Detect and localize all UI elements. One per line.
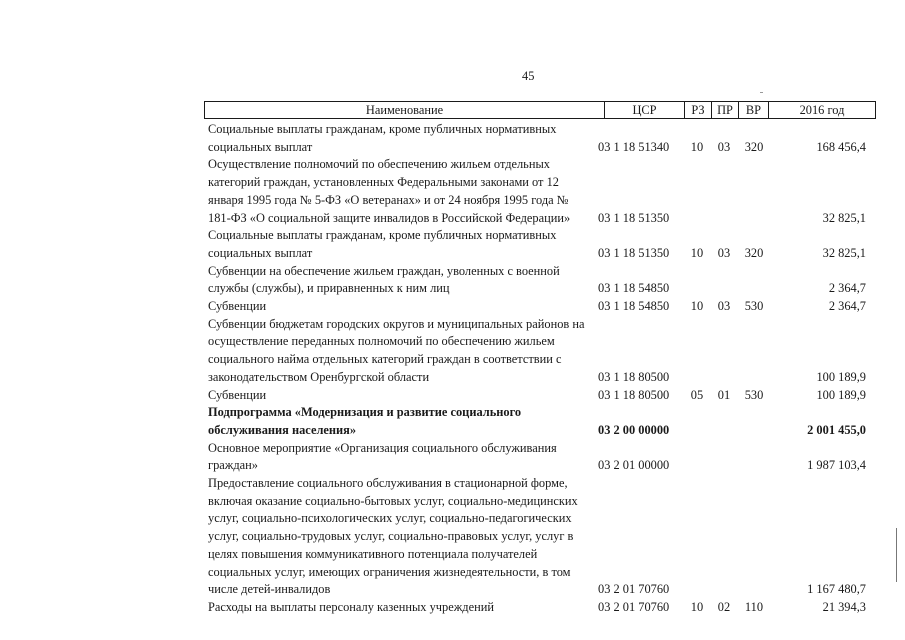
table-row [204, 316, 876, 387]
row-csr: 03 1 18 51340 [598, 139, 670, 154]
row-name: Предоставление социального обслуживания в стационарной форме, включая оказание социально-бытовых услуг, социально-медицинских услуг, социально-психологических услуг, социально-педагогических услуг, социально-трудовых услуг, социально-правовых услуг, услуг в целях повышения коммуникативного потенциала получателей социальных услуг, имеющих ограничения жизнедеятельности, в том числе детей-инвалидов [208, 476, 578, 597]
header-pr: ПР [712, 102, 739, 119]
header-name: Наименование [205, 102, 605, 119]
row-csr: 03 1 18 80500 [598, 369, 670, 384]
row-name: Субвенции [208, 387, 267, 402]
row-amount: 2 364,7 [828, 299, 866, 314]
row-pr: 03 [717, 245, 731, 260]
row-csr: 03 2 01 70760 [598, 582, 670, 597]
row-amount: 100 189,9 [816, 387, 866, 402]
row-pr: 03 [717, 299, 731, 314]
scan-mark [760, 92, 763, 93]
table-row [204, 387, 876, 405]
table-row [204, 599, 876, 617]
header-rz: РЗ [685, 102, 712, 119]
row-csr: 03 1 18 54850 [598, 299, 670, 314]
row-vr: 320 [744, 245, 764, 260]
row-rz: 05 [690, 387, 704, 402]
table-row [204, 263, 876, 298]
row-amount: 1 167 480,7 [807, 582, 866, 597]
row-pr: 02 [717, 599, 731, 614]
header-csr: ЦСР [605, 102, 685, 119]
row-csr: 03 1 18 54850 [598, 281, 670, 296]
row-name: Расходы на выплаты персоналу казенных учреждений [208, 599, 494, 614]
row-vr: 320 [744, 139, 764, 154]
row-name: Субвенции бюджетам городских округов и муниципальных районов на осуществление переданных полномочий по обеспечению жильем социального найма отдельных категорий граждан в соответствии с законодательством Оренбургской области [208, 316, 585, 384]
row-name: Социальные выплаты гражданам, кроме публичных нормативных социальных выплат [208, 122, 557, 154]
row-csr: 03 2 01 00000 [598, 458, 670, 473]
row-pr: 01 [717, 387, 731, 402]
header-vr: ВР [739, 102, 769, 119]
row-csr: 03 2 00 00000 [598, 422, 670, 437]
row-amount: 100 189,9 [816, 369, 866, 384]
table-row [204, 298, 876, 316]
row-vr: 110 [744, 599, 764, 614]
table-row-subprogram [204, 404, 876, 439]
row-vr: 530 [744, 387, 764, 402]
table-body [204, 121, 876, 617]
row-rz: 10 [690, 599, 704, 614]
row-amount: 1 987 103,4 [807, 458, 866, 473]
row-csr: 03 1 18 51350 [598, 245, 670, 260]
row-name: Социальные выплаты гражданам, кроме публичных нормативных социальных выплат [208, 228, 557, 260]
table-row [204, 440, 876, 475]
table-row [204, 227, 876, 262]
row-pr: 03 [717, 139, 731, 154]
row-name: Основное мероприятие «Организация социального обслуживания граждан» [208, 440, 557, 473]
header-year: 2016 год [799, 103, 845, 117]
row-csr: 03 1 18 51350 [598, 210, 670, 225]
row-amount: 2 364,7 [828, 281, 866, 296]
row-rz: 10 [690, 245, 704, 260]
row-amount: 32 825,1 [822, 245, 866, 260]
row-name: Осуществление полномочий по обеспечению жильем отдельных категорий граждан, установленных Федеральными законами от 12 января 1995 года № 5-ФЗ «О ветеранах» и от 24 ноября 1995 года № 181-ФЗ «О социальной защите инвалидов в Российской Федерации» [208, 157, 571, 225]
row-csr: 03 2 01 70760 [598, 599, 670, 614]
row-rz: 10 [690, 139, 704, 154]
row-amount: 32 825,1 [822, 210, 866, 225]
row-name: Подпрограмма «Модернизация и развитие социального обслуживания населения» [208, 405, 522, 437]
row-csr: 03 1 18 80500 [598, 387, 670, 402]
row-amount: 21 394,3 [822, 599, 866, 614]
table-row [204, 121, 876, 156]
table-row [204, 156, 876, 227]
page-number: 45 [522, 69, 535, 83]
row-amount: 168 456,4 [816, 139, 866, 154]
table-row [204, 475, 876, 599]
row-vr: 530 [744, 299, 764, 314]
row-amount: 2 001 455,0 [807, 422, 866, 437]
row-name: Субвенции [208, 299, 267, 314]
table-header [204, 101, 876, 119]
row-name: Субвенции на обеспечение жильем граждан, уволенных с военной службы (службы), и приравненных к ним лиц [208, 263, 560, 296]
scan-margin-line [896, 528, 897, 582]
row-rz: 10 [690, 299, 704, 314]
